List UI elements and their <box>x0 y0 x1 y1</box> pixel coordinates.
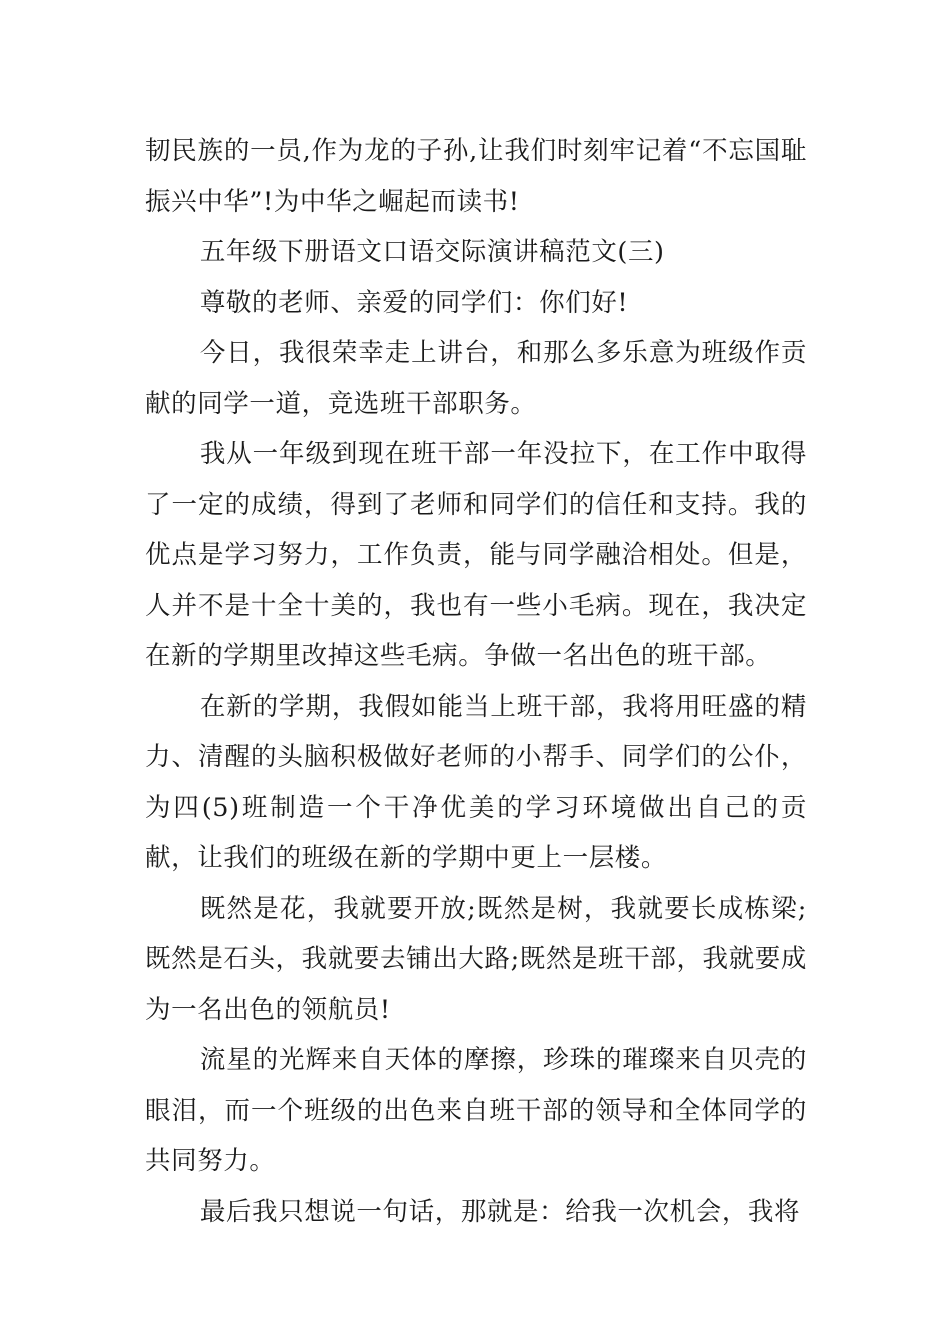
paragraph: 既然是花，我就要开放;既然是树，我就要长成栋梁;既然是石头，我就要去铺出大路;既然是班干部，我就要成为一名出色的领航员! <box>145 893 807 1025</box>
paragraph: 在新的学期，我假如能当上班干部，我将用旺盛的精力、清醒的头脑积极做好老师的小帮手、同学们的公仆，为四(5)班制造一个干净优美的学习环境做出自己的贡献，让我们的班级在新的学期中更上一层楼。 <box>145 691 807 873</box>
paragraph-truncated: 最后我只想说一句话，那就是：给我一次机会，我将 <box>199 1196 801 1227</box>
paragraph: 今日，我很荣幸走上讲台，和那么多乐意为班级作贡献的同学一道，竞选班干部职务。 <box>145 338 807 419</box>
document-body <box>145 126 807 1237</box>
paragraph: 流星的光辉来自天体的摩擦，珍珠的璀璨来自贝壳的眼泪，而一个班级的出色来自班干部的领导和全体同学的共同努力。 <box>145 1045 807 1176</box>
salutation: 尊敬的老师、亲爱的同学们：你们好! <box>199 287 629 318</box>
paragraph-continued: 韧民族的一员,作为龙的子孙,让我们时刻牢记着“不忘国耻 振兴中华”!为中华之崛起而读书! <box>145 136 807 217</box>
section-heading: 五年级下册语文口语交际演讲稿范文(三) <box>199 237 665 267</box>
paragraph: 我从一年级到现在班干部一年没拉下，在工作中取得了一定的成绩，得到了老师和同学们的信任和支持。我的优点是学习努力，工作负责，能与同学融洽相处。但是，人并不是十全十美的，我也有一些小毛病。现在，我决定在新的学期里改掉这些毛病。争做一名出色的班干部。 <box>145 439 807 671</box>
